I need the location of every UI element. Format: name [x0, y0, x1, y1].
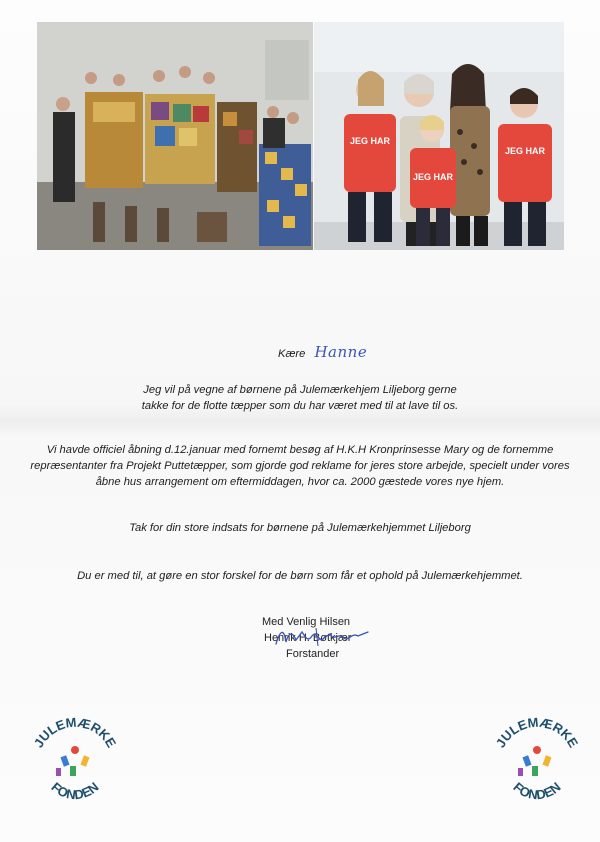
shirt-text-2: JEG HAR [412, 172, 454, 182]
logo-top-text: JULEMÆRKE [492, 714, 582, 751]
paragraph-thanks [0, 382, 600, 414]
svg-text:FONDEN [510, 779, 563, 802]
paragraph-difference [0, 568, 600, 584]
julemaerke-fonden-logo [488, 712, 586, 810]
signature-block [262, 614, 412, 662]
paragraph-text: Vi havde officiel åbning d.12.januar med fornemt besøg af H.K.H Kronprinsesse Mary og de fornemme repræsentanter fra Projekt Puttetæpper, som gjorde god reklame for jeres store arbejde, specielt under vores åbne hus arrangement om eftermiddagen, hvor ca. 2000 gæstede vores nye hjem. [30, 444, 570, 488]
svg-text:FONDEN [48, 779, 101, 802]
signer-title: Forstander [286, 648, 340, 660]
salutation-prefix: Kære [278, 348, 306, 360]
shirt-text-3: JEG HAR [504, 146, 546, 156]
paragraph-opening [0, 442, 600, 490]
logo-top-text: JULEMÆRKE [30, 714, 120, 751]
julemaerke-fonden-logo [26, 712, 124, 810]
salutation [278, 344, 367, 362]
shirt-text-1: JEG HAR [349, 136, 391, 146]
svg-text:JULEMÆRKE [31, 715, 120, 751]
handwritten-signature [272, 624, 382, 650]
paragraph-line: takke for de flotte tæpper som du har været med til at lave til os. [141, 400, 459, 412]
photo-quilts-group [37, 22, 313, 250]
paragraph-text: Du er med til, at gøre en stor forskel for de børn som får et ophold på Julemærkehjemmet. [77, 570, 523, 582]
paragraph-gratitude [0, 520, 600, 536]
svg-text:JULEMÆRKE [493, 715, 582, 751]
signer-name: Henrik H. Bøtkjær [264, 632, 352, 644]
paragraph-line: Jeg vil på vegne af børnene på Julemærkehjem Liljeborg gerne [143, 384, 457, 396]
paragraph-text: Tak for din store indsats for børnene på Julemærkehjemmet Liljeborg [129, 522, 471, 534]
logo-bottom-text: FONDEN [48, 779, 102, 803]
logo-bottom-text: FONDEN [510, 779, 564, 803]
photo-visit-group [314, 22, 564, 250]
recipient-name: Hanne [314, 343, 368, 361]
closing-text: Med Venlig Hilsen [262, 616, 351, 628]
